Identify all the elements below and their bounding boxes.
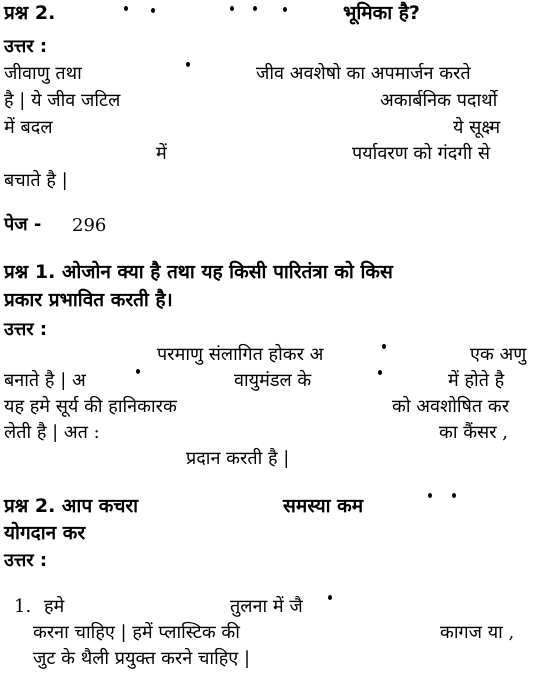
page-number: 296 xyxy=(72,215,107,236)
question-text: योगदान कर xyxy=(4,522,86,544)
answer-text: का कैंसर , xyxy=(439,422,509,443)
redaction-speck xyxy=(124,6,128,11)
redaction-speck xyxy=(428,493,432,498)
answer-text: बचाते है | xyxy=(4,170,68,191)
answer-text: वायुमंडल के xyxy=(234,370,312,391)
answer-text: हमे xyxy=(44,596,65,617)
answer-text: कागज या , xyxy=(440,622,515,643)
answer-label: उत्तर : xyxy=(4,36,48,57)
redaction-speck xyxy=(452,493,456,498)
answer-text: परमाणु संलागित होकर अ xyxy=(157,344,324,365)
answer-text: बनाते है | अ xyxy=(4,370,86,391)
question-text: प्रश्न 2. आप कचरा xyxy=(4,495,139,517)
answer-text: को अवशोषित कर xyxy=(392,396,510,417)
redaction-speck xyxy=(382,344,386,349)
redaction-speck xyxy=(283,7,287,12)
answer-text: प्रदान करती है | xyxy=(186,448,290,469)
answer-label: उत्तर : xyxy=(4,319,48,340)
question-tail: भूमिका है? xyxy=(343,2,420,24)
redaction-speck xyxy=(151,8,155,13)
redaction-speck xyxy=(253,6,257,11)
answer-text: अकार्बनिक पदार्थो xyxy=(380,90,498,111)
answer-text: तुलना में जै xyxy=(230,596,303,617)
answer-text: जीवाणु तथा xyxy=(4,63,82,84)
answer-label: उत्तर : xyxy=(4,550,48,571)
answer-text: लेती है | अत : xyxy=(4,422,100,443)
answer-text: में होते है xyxy=(448,370,505,391)
answer-text: करना चाहिए | हमें प्लास्टिक की xyxy=(33,622,240,643)
redaction-speck xyxy=(136,369,140,374)
answer-text: में xyxy=(156,143,167,164)
list-item-number: 1. xyxy=(14,596,32,617)
redaction-speck xyxy=(230,6,234,11)
question-label: प्रश्न 2. xyxy=(4,2,56,24)
question-text: प्रश्न 1. ओजोन क्या है तथा यह किसी पारितंत्रा को किस xyxy=(4,261,393,283)
page-label: पेज - xyxy=(4,214,42,235)
question-text: समस्या कम xyxy=(283,495,364,517)
answer-text: यह हमे सूर्य की हानिकारक xyxy=(4,396,177,417)
redaction-speck xyxy=(186,62,190,67)
answer-text: जीव अवशेषो का अपमार्जन करते xyxy=(256,63,471,84)
answer-text: पर्यावरण को गंदगी से xyxy=(352,143,491,164)
answer-text: है | ये जीव जटिल xyxy=(4,90,121,111)
answer-text: में बदल xyxy=(4,117,53,138)
answer-text: ये सूक्ष्म xyxy=(453,117,501,138)
answer-text: एक अणु xyxy=(470,344,527,365)
question-text: प्रकार प्रभावित करती है। xyxy=(4,289,173,311)
redaction-speck xyxy=(328,595,332,600)
answer-text: जुट के थैली प्रयुक्त करने चाहिए | xyxy=(33,648,251,669)
redaction-speck xyxy=(378,370,382,375)
